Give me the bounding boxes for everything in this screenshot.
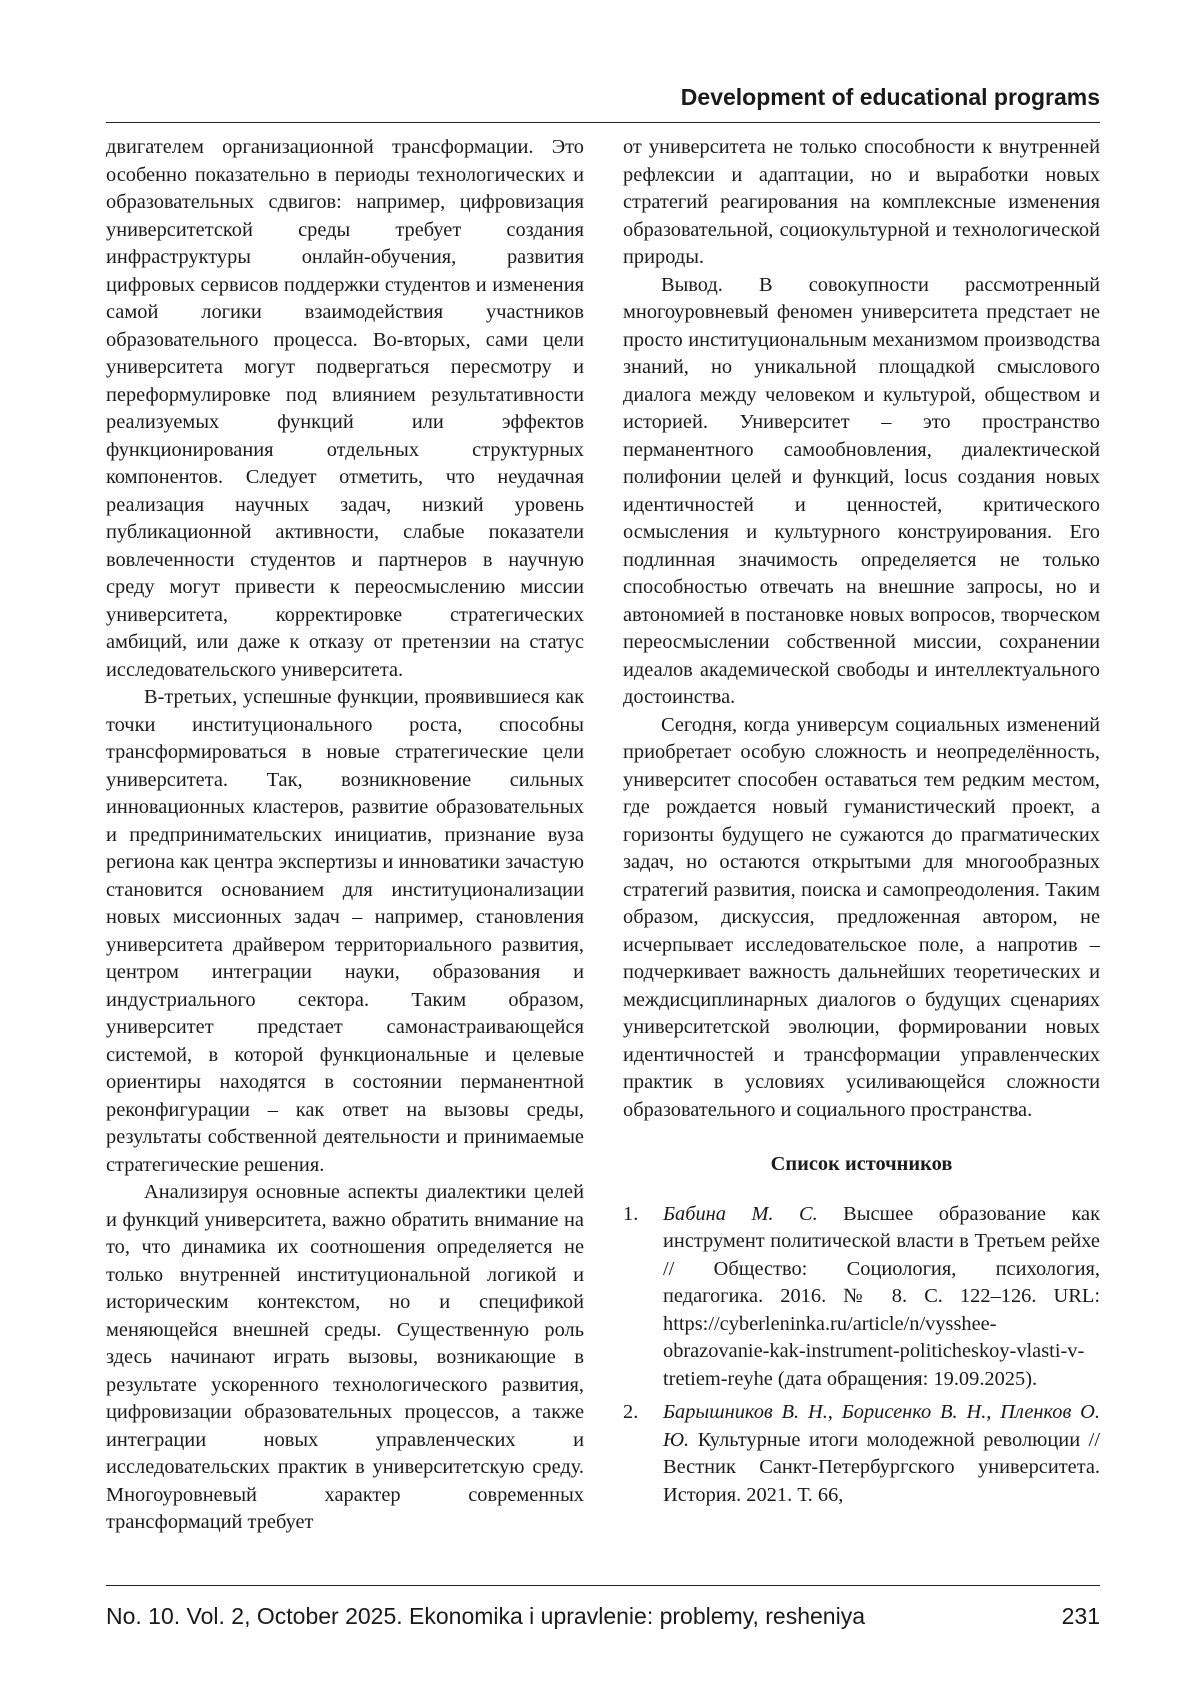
reference-item xyxy=(623,1399,1100,1509)
right-column xyxy=(623,134,1100,1515)
reference-number: 1. xyxy=(623,1202,639,1225)
footer-rule xyxy=(106,1585,1100,1586)
running-title: Development of educational programs xyxy=(680,84,1100,110)
reference-item xyxy=(623,1201,1100,1394)
conclusion-label: Вывод. xyxy=(661,273,723,296)
paragraph: двигателем организационной трансформации. Это особенно показательно в периоды технологических и образовательных сдвигов: например, цифровизация университетской среды требует создания инфраструктуры онлайн-обучения, развития цифровых сервисов поддержки студентов и изменения самой логики взаимодействия участников образовательного процесса. Во-вторых, сами цели университета могут подвергаться пересмотру и переформулировке под влиянием результативности реализуемых функций или эффектов функционирования отдельных структурных компонентов. Следует отметить, что неудачная реализация научных задач, низкий уровень публикационной активности, слабые показатели вовлеченности студентов и партнеров в научную среду могут привести к переосмыслению миссии университета, корректировке стратегических амбиций, или даже к отказу от претензии на статус исследовательского университета. xyxy=(106,136,584,681)
reference-number: 2. xyxy=(623,1401,639,1423)
reference-text xyxy=(663,1399,1100,1509)
paragraph: от университета не только способности к внутренней рефлексии и адаптации, но и выработки новых стратегий реагирования на комплексные изменения образовательной, социокультурной и технологической природы. xyxy=(623,136,1100,268)
conclusion-text: В совокупности рассмотренный многоуровневый феномен университета предстает не просто институциональным механизмом производства знаний, но уникальной площадкой смыслового диалога между человеком и культурой, обществом и историей. Университет – это пространство перманентного самообновления, диалектической полифонии целей и функций, locus создания новых идентичностей и ценностей, критического осмысления и культурного конструирования. Его подлинная значимость определяется не только способностью отвечать на внешние запросы, но и автономией в постановке новых вопросов, творческом переосмыслении собственной миссии, сохранении идеалов академической свободы и интеллектуального достоинства. xyxy=(623,273,1100,708)
header-rule xyxy=(106,122,1100,123)
paragraph: Анализируя основные аспекты диалектики целей и функций университета, важно обратить внимание на то, что динамика их соотношения определяется не только внутренней институциональной логикой и историческим контекстом, но и спецификой меняющейся внешней среды. Существенную роль здесь начинают играть вызовы, возникающие в результате ускоренного технологического развития, цифровизации образовательных процессов, а также интеграции новых управленческих и исследовательских практик в университетскую среду. Многоуровневый характер современных трансформаций требует xyxy=(106,1181,584,1533)
references-title: Список источников xyxy=(770,1153,953,1175)
page-number: 231 xyxy=(1061,1603,1100,1629)
left-column xyxy=(106,134,584,1537)
reference-authors: Бабина М. С. xyxy=(663,1202,818,1225)
reference-body: Высшее образование как инструмент политической власти в Третьем рейхе // Общество: Социология, психология, педагогика. 2016. № 8. С. 122–126. URL: https://cyberleninka.ru/article/n/vysshee-obrazovanie-kak-instrument-politicheskoy-vlasti-v-tretiem-reyhe (дата обращения: 19.09.2025). xyxy=(663,1202,1100,1390)
conclusion-paragraph xyxy=(623,272,1100,712)
reference-text xyxy=(663,1201,1100,1394)
reference-authors: Барышников В. Н., Борисенко В. Н., Пленков О. Ю. xyxy=(663,1401,1100,1451)
paragraph: Сегодня, когда универсум социальных изменений приобретает особую сложность и неопределённость, университет способен оставаться тем редким местом, где рождается новый гуманистический проект, а горизонты будущего не сужаются до прагматических задач, но остаются открытыми для многообразных стратегий развития, поиска и самопреодоления. Таким образом, дискуссия, предложенная автором, не исчерпывает исследовательское поле, а напротив – подчеркивает важность дальнейших теоретических и междисциплинарных диалогов о будущих сценариях университетской эволюции, формировании новых идентичностей и трансформации управленческих практик в условиях усиливающейся сложности образовательного и социального пространства. xyxy=(623,713,1100,1121)
page-footer xyxy=(106,1603,1100,1630)
reference-body: Культурные итоги молодежной революции // Вестник Санкт-Петербургского университета. История. 2021. Т. 66, xyxy=(663,1428,1100,1506)
paragraph: В-третьих, успешные функции, проявившиеся как точки институционального роста, способны трансформироваться в новые стратегические цели университета. Так, возникновение сильных инновационных кластеров, развитие образовательных и предпринимательских инициатив, признание вуза региона как центра экспертизы и инноватики зачастую становится основанием для институционализации новых миссионных задач – например, становления университета драйвером территориального развития, центром интеграции науки, образования и индустриального сектора. Таким образом, университет предстает самонастраивающейся системой, в которой функциональные и целевые ориентиры находятся в состоянии перманентной реконфигурации – как ответ на вызовы среды, результаты собственной деятельности и принимаемые стратегические решения. xyxy=(106,686,584,1176)
journal-citation: No. 10. Vol. 2, October 2025. Ekonomika i upravlenie: problemy, resheniya xyxy=(106,1603,865,1629)
